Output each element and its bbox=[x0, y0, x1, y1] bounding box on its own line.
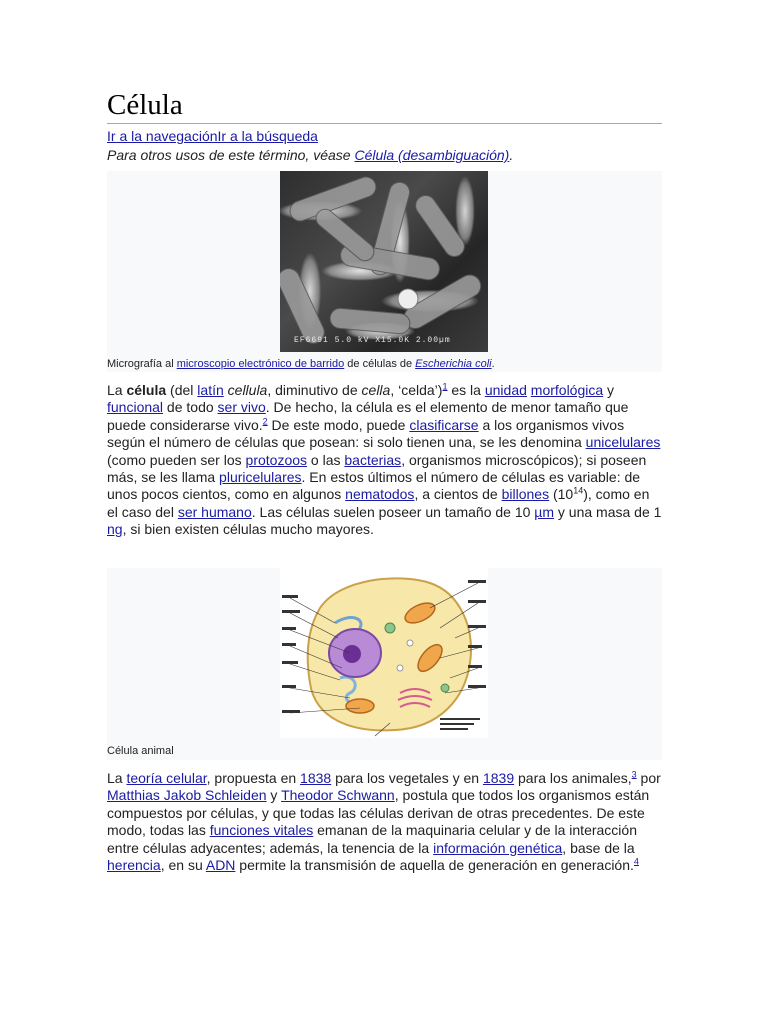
link-adn[interactable]: ADN bbox=[205, 857, 236, 874]
hatnote-text: Para otros usos de este término, véase bbox=[107, 147, 355, 163]
link-pluricelulares[interactable]: pluricelulares bbox=[219, 469, 302, 486]
hatnote bbox=[107, 147, 513, 164]
cell-theory-paragraph: La teoría celular, propuesta en 1838 para los vegetales y en 1839 para los animales,$^3$ por Matthias Jakob Schleiden y Theodor Schwann, postula que todos los organismos están compuestos por células, y que todas las células derivan de otras precedentes. De este modo, todas las funciones vitales emanan de la maquinaria celular y de la interacción entre células adyacentes; además, la tenencia de la información genética, base de la herencia, en su ADN permite la transmisión de aquella de generación en generación.$^4$ bbox=[107, 769, 661, 874]
sem-link[interactable]: microscopio electrónico de barrido bbox=[176, 358, 345, 370]
link-1839[interactable]: 1839 bbox=[482, 770, 515, 786]
title-divider bbox=[107, 123, 662, 124]
link-unidad[interactable]: unidad bbox=[484, 382, 527, 398]
link-informacion-genetica[interactable]: información genética bbox=[433, 839, 563, 856]
hatnote-period: . bbox=[509, 147, 514, 163]
ecoli-micrograph-image[interactable] bbox=[280, 171, 488, 352]
term-celula: célula bbox=[126, 382, 167, 398]
link-nanogramo[interactable]: ng bbox=[107, 521, 123, 538]
figure-caption bbox=[107, 358, 495, 371]
exponent-14: 14 bbox=[573, 485, 584, 496]
link-billones[interactable]: billones bbox=[501, 486, 550, 503]
term-cellula: cellula bbox=[227, 382, 268, 398]
reference-2[interactable]: 2 bbox=[262, 416, 268, 427]
link-latin[interactable]: latín bbox=[197, 382, 224, 398]
link-1838[interactable]: 1838 bbox=[300, 770, 332, 786]
figure-animal-cell bbox=[107, 568, 662, 760]
intro-paragraph: La célula (del latín cellula, diminutivo de cella, ‘celda’)$^1$ es la unidad morfológica y funcional de todo ser vivo. De hecho, la célula es el elemento de menor tamaño que puede considerarse vivo.$^2$ De este modo, puede clasificarse a los organismos vivos según el número de células que posean: si solo tienen una, se les denomina unicelulares (como pueden ser los protozoos o las bacterias, organismos microscópicos); si poseen más, se les llama pluricelulares. En estos últimos el número de células es variable: de unos pocos cientos, como en algunos nematodos, a cientos de billones $(10^{14})$, como en el caso del ser humano. Las células suelen poseer un tamaño de 10 µm y una masa de 1 ng, si bien existen células mucho mayores. bbox=[107, 381, 662, 538]
animal-cell-diagram[interactable] bbox=[280, 568, 488, 738]
link-morfologica[interactable]: morfológica bbox=[530, 382, 604, 398]
animal-cell-drawing bbox=[280, 568, 488, 738]
figure-caption-animal-cell: Célula animal bbox=[107, 745, 174, 757]
page-title: Célula bbox=[107, 89, 183, 121]
link-schleiden[interactable]: Matthias Jakob Schleiden bbox=[107, 787, 267, 804]
bacteria-rods-drawing bbox=[280, 171, 488, 352]
link-teoria-celular[interactable]: teoría celular bbox=[126, 770, 207, 786]
jump-to-search-link[interactable]: Ir a la búsqueda bbox=[217, 128, 318, 144]
link-nematodos[interactable]: nematodos bbox=[345, 486, 415, 503]
term-cella: cella bbox=[361, 382, 391, 398]
link-ser-vivo[interactable]: ser vivo bbox=[217, 399, 266, 416]
link-herencia[interactable]: herencia bbox=[107, 857, 161, 874]
link-ser-humano[interactable]: ser humano bbox=[177, 503, 252, 520]
caption-text: . bbox=[491, 358, 495, 370]
caption-text: Micrografía al bbox=[107, 358, 177, 370]
link-funciones-vitales[interactable]: funciones vitales bbox=[209, 822, 314, 839]
caption-text: de células de bbox=[344, 358, 416, 370]
link-unicelulares[interactable]: unicelulares bbox=[585, 434, 661, 451]
link-funcional[interactable]: funcional bbox=[107, 399, 164, 416]
link-protozoos[interactable]: protozoos bbox=[245, 451, 308, 468]
escherichia-coli-link[interactable]: Escherichia coli bbox=[415, 358, 492, 370]
link-bacterias[interactable]: bacterias bbox=[344, 451, 402, 468]
jump-links bbox=[107, 128, 318, 145]
link-clasificarse[interactable]: clasificarse bbox=[409, 416, 479, 433]
link-schwann[interactable]: Theodor Schwann bbox=[281, 787, 395, 804]
figure-micrograph bbox=[107, 171, 662, 372]
micrograph-scale-label: EF6691 5.0 kV X15.0K 2.00µm bbox=[294, 336, 451, 345]
jump-to-navigation-link[interactable]: Ir a la navegación bbox=[107, 128, 218, 144]
link-micrometro[interactable]: µm bbox=[534, 503, 555, 520]
reference-1[interactable]: 1 bbox=[442, 381, 448, 392]
disambiguation-link[interactable]: Célula (desambiguación) bbox=[354, 147, 510, 163]
reference-4[interactable]: 4 bbox=[633, 856, 639, 867]
reference-3[interactable]: 3 bbox=[631, 769, 637, 780]
